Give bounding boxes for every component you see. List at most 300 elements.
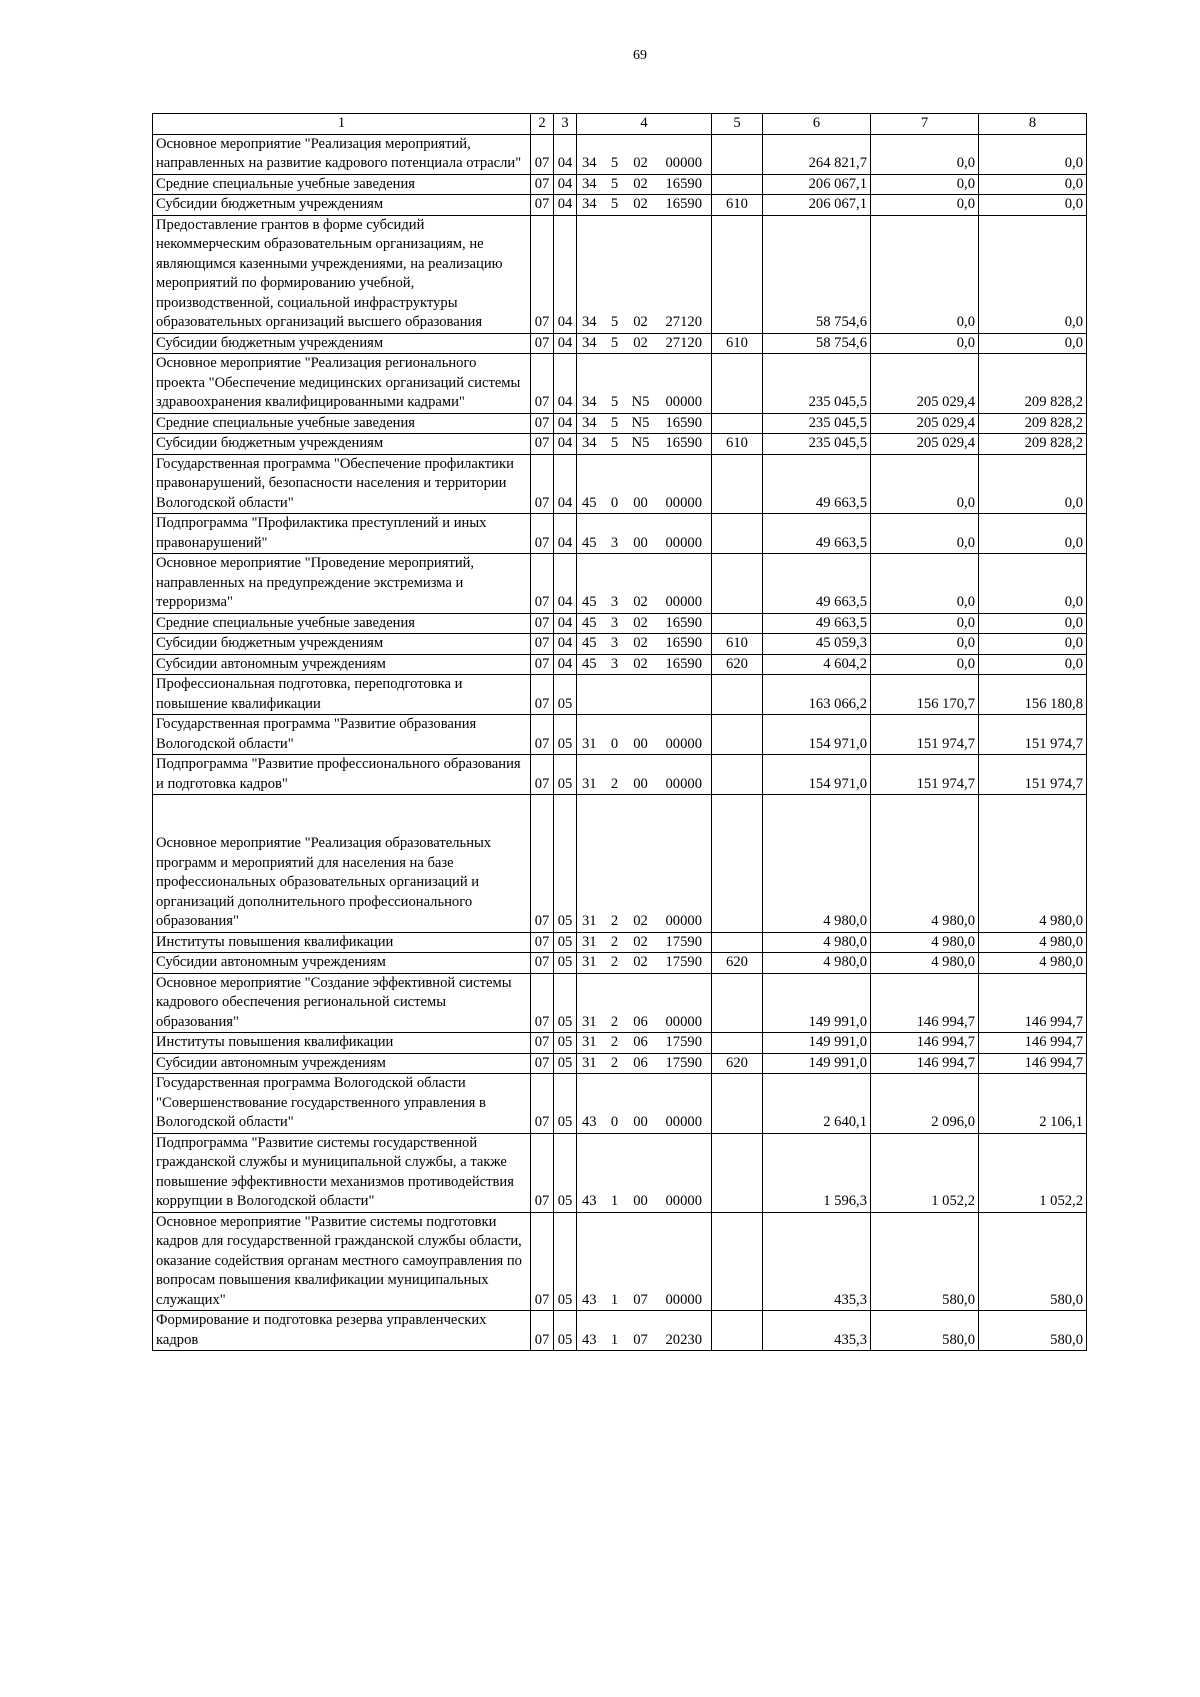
amount-year3-cell: 151 974,7 — [979, 715, 1087, 755]
amount-year1-cell: 264 821,7 — [763, 134, 871, 174]
direction-code-cell: 00000 — [657, 454, 712, 514]
amount-year2-cell: 146 994,7 — [871, 1033, 979, 1054]
program-code-cell: 34 — [577, 174, 605, 195]
amount-year3-cell: 146 994,7 — [979, 1033, 1087, 1054]
direction-code-cell: 16590 — [657, 174, 712, 195]
program-code-cell: 43 — [577, 1074, 605, 1134]
amount-year1-cell: 58 754,6 — [763, 215, 871, 333]
direction-code-cell: 27120 — [657, 215, 712, 333]
direction-code-cell: 16590 — [657, 413, 712, 434]
table-row — [153, 1311, 1087, 1351]
measure-code-cell: 06 — [625, 1053, 657, 1074]
subsection-code-cell: 04 — [554, 413, 577, 434]
subprogram-code-cell: 0 — [605, 1074, 625, 1134]
amount-year3-cell: 151 974,7 — [979, 755, 1087, 795]
amount-year2-cell: 2 096,0 — [871, 1074, 979, 1134]
amount-year3-cell: 4 980,0 — [979, 932, 1087, 953]
amount-year1-cell: 1 596,3 — [763, 1133, 871, 1212]
subsection-code-cell: 04 — [554, 654, 577, 675]
amount-year3-cell: 1 052,2 — [979, 1133, 1087, 1212]
subprogram-code-cell: 5 — [605, 434, 625, 455]
subprogram-code-cell: 5 — [605, 195, 625, 216]
measure-code-cell: 00 — [625, 454, 657, 514]
row-name-cell: Субсидии бюджетным учреждениям — [153, 634, 531, 655]
amount-year3-cell: 0,0 — [979, 634, 1087, 655]
section-code-cell: 07 — [531, 413, 554, 434]
expense-type-cell — [712, 1033, 763, 1054]
section-code-cell: 07 — [531, 195, 554, 216]
row-name-cell: Подпрограмма "Развитие системы государственной гражданской службы и муниципальной службы, а также повышение эффективности механизмов противодействия коррупции в Вологодской области" — [153, 1133, 531, 1212]
amount-year1-cell: 235 045,5 — [763, 354, 871, 414]
amount-year2-cell: 151 974,7 — [871, 755, 979, 795]
expense-type-cell — [712, 514, 763, 554]
row-name-cell: Институты повышения квалификации — [153, 932, 531, 953]
row-name-cell: Государственная программа "Развитие образования Вологодской области" — [153, 715, 531, 755]
amount-year2-cell: 0,0 — [871, 215, 979, 333]
measure-code-cell: 02 — [625, 795, 657, 933]
subprogram-code-cell: 3 — [605, 514, 625, 554]
row-name-text: Основное мероприятие "Реализация образовательных программ и мероприятий для населения на базе профессиональных образовательных организаций и организаций дополнительного профессионального образования" — [156, 835, 492, 929]
section-code-cell: 07 — [531, 514, 554, 554]
subprogram-code-cell: 1 — [605, 1311, 625, 1351]
table-row — [153, 1033, 1087, 1054]
row-name-cell: Государственная программа "Обеспечение профилактики правонарушений, безопасности населения и территории Вологодской области" — [153, 454, 531, 514]
row-name-cell: Предоставление грантов в форме субсидий некоммерческим образовательным организациям, не являющимся казенными учреждениями, на реализацию мероприятий по формированию учебной, производственной, социальной инфраструктуры образовательных организаций высшего образования — [153, 215, 531, 333]
amount-year3-cell: 0,0 — [979, 554, 1087, 614]
subsection-code-cell: 04 — [554, 333, 577, 354]
amount-year2-cell: 1 052,2 — [871, 1133, 979, 1212]
expense-type-cell — [712, 613, 763, 634]
table-row — [153, 675, 1087, 715]
section-code-cell: 07 — [531, 613, 554, 634]
subprogram-code-cell: 2 — [605, 1053, 625, 1074]
subsection-code-cell: 05 — [554, 795, 577, 933]
amount-year3-cell: 0,0 — [979, 134, 1087, 174]
subprogram-code-cell: 5 — [605, 134, 625, 174]
section-code-cell: 07 — [531, 1212, 554, 1311]
amount-year3-cell: 209 828,2 — [979, 413, 1087, 434]
subprogram-code-cell: 5 — [605, 174, 625, 195]
subsection-code-cell: 04 — [554, 195, 577, 216]
row-name-cell: Профессиональная подготовка, переподготовка и повышение квалификации — [153, 675, 531, 715]
amount-year2-cell: 4 980,0 — [871, 795, 979, 933]
subprogram-code-cell: 3 — [605, 554, 625, 614]
subsection-code-cell: 05 — [554, 1074, 577, 1134]
amount-year3-cell: 2 106,1 — [979, 1074, 1087, 1134]
amount-year3-cell: 0,0 — [979, 195, 1087, 216]
measure-code-cell: 02 — [625, 634, 657, 655]
amount-year1-cell: 435,3 — [763, 1311, 871, 1351]
header-cell-4: 4 — [577, 114, 712, 135]
subprogram-code-cell: 2 — [605, 932, 625, 953]
program-code-cell: 31 — [577, 795, 605, 933]
program-code-cell: 34 — [577, 333, 605, 354]
subsection-code-cell: 04 — [554, 134, 577, 174]
measure-code-cell: N5 — [625, 434, 657, 455]
subprogram-code-cell: 2 — [605, 973, 625, 1033]
program-code-cell: 31 — [577, 973, 605, 1033]
row-name-cell: Субсидии автономным учреждениям — [153, 654, 531, 675]
direction-code-cell: 00000 — [657, 134, 712, 174]
row-name-cell: Основное мероприятие "Создание эффективной системы кадрового обеспечения региональной системы образования" — [153, 973, 531, 1033]
subprogram-code-cell: 2 — [605, 795, 625, 933]
program-code-cell: 31 — [577, 715, 605, 755]
row-name-cell: Институты повышения квалификации — [153, 1033, 531, 1054]
direction-code-cell: 00000 — [657, 554, 712, 614]
measure-code-cell: 00 — [625, 1133, 657, 1212]
direction-code-cell: 16590 — [657, 654, 712, 675]
table-row — [153, 413, 1087, 434]
amount-year1-cell: 49 663,5 — [763, 613, 871, 634]
direction-code-cell: 27120 — [657, 333, 712, 354]
amount-year3-cell: 0,0 — [979, 333, 1087, 354]
subsection-code-cell: 05 — [554, 675, 577, 715]
amount-year1-cell: 49 663,5 — [763, 514, 871, 554]
table-row — [153, 715, 1087, 755]
subsection-code-cell: 04 — [554, 514, 577, 554]
subprogram-code-cell: 2 — [605, 1033, 625, 1054]
table-row — [153, 434, 1087, 455]
section-code-cell: 07 — [531, 675, 554, 715]
header-cell-1: 1 — [153, 114, 531, 135]
measure-code-cell: 07 — [625, 1212, 657, 1311]
amount-year3-cell: 4 980,0 — [979, 953, 1087, 974]
table-row — [153, 215, 1087, 333]
amount-year1-cell: 149 991,0 — [763, 1053, 871, 1074]
direction-code-cell: 17590 — [657, 1053, 712, 1074]
measure-code-cell: 06 — [625, 973, 657, 1033]
direction-code-cell: 00000 — [657, 973, 712, 1033]
program-code-cell: 45 — [577, 654, 605, 675]
amount-year1-cell: 235 045,5 — [763, 434, 871, 455]
amount-year2-cell: 146 994,7 — [871, 973, 979, 1033]
header-cell-3: 3 — [554, 114, 577, 135]
amount-year2-cell: 0,0 — [871, 134, 979, 174]
program-code-cell: 45 — [577, 634, 605, 655]
measure-code-cell: 00 — [625, 715, 657, 755]
program-code-cell — [577, 675, 605, 715]
measure-code-cell: 00 — [625, 1074, 657, 1134]
table-row — [153, 514, 1087, 554]
direction-code-cell: 00000 — [657, 795, 712, 933]
section-code-cell: 07 — [531, 953, 554, 974]
subprogram-code-cell: 0 — [605, 715, 625, 755]
subsection-code-cell: 05 — [554, 1212, 577, 1311]
amount-year2-cell: 0,0 — [871, 554, 979, 614]
measure-code-cell: N5 — [625, 413, 657, 434]
header-row — [153, 114, 1087, 135]
row-name-cell: Субсидии бюджетным учреждениям — [153, 195, 531, 216]
section-code-cell: 07 — [531, 755, 554, 795]
amount-year2-cell: 151 974,7 — [871, 715, 979, 755]
measure-code-cell: 02 — [625, 174, 657, 195]
expense-type-cell — [712, 1133, 763, 1212]
section-code-cell: 07 — [531, 454, 554, 514]
expense-type-cell: 610 — [712, 434, 763, 455]
table-body — [153, 134, 1087, 1351]
section-code-cell: 07 — [531, 1033, 554, 1054]
measure-code-cell: 07 — [625, 1311, 657, 1351]
table-row — [153, 554, 1087, 614]
measure-code-cell: 02 — [625, 195, 657, 216]
amount-year1-cell: 154 971,0 — [763, 715, 871, 755]
row-name-cell: Субсидии автономным учреждениям — [153, 953, 531, 974]
direction-code-cell: 00000 — [657, 1133, 712, 1212]
amount-year2-cell: 580,0 — [871, 1212, 979, 1311]
direction-code-cell: 00000 — [657, 715, 712, 755]
table-row — [153, 174, 1087, 195]
measure-code-cell: 02 — [625, 932, 657, 953]
amount-year3-cell: 0,0 — [979, 215, 1087, 333]
row-name-cell: Основное мероприятие "Проведение мероприятий, направленных на предупреждение экстремизма и терроризма" — [153, 554, 531, 614]
measure-code-cell: 02 — [625, 654, 657, 675]
measure-code-cell: 00 — [625, 514, 657, 554]
table-row — [153, 134, 1087, 174]
page-number: 69 — [633, 48, 647, 63]
section-code-cell: 07 — [531, 174, 554, 195]
subsection-code-cell: 04 — [554, 613, 577, 634]
amount-year2-cell: 0,0 — [871, 333, 979, 354]
direction-code-cell: 16590 — [657, 634, 712, 655]
subprogram-code-cell: 5 — [605, 413, 625, 434]
header-cell-2: 2 — [531, 114, 554, 135]
expense-type-cell — [712, 675, 763, 715]
amount-year3-cell: 146 994,7 — [979, 1053, 1087, 1074]
direction-code-cell: 17590 — [657, 932, 712, 953]
measure-code-cell: 02 — [625, 953, 657, 974]
subprogram-code-cell: 2 — [605, 755, 625, 795]
amount-year1-cell: 154 971,0 — [763, 755, 871, 795]
row-name-cell: Формирование и подготовка резерва управленческих кадров — [153, 1311, 531, 1351]
row-name-cell: Субсидии автономным учреждениям — [153, 1053, 531, 1074]
section-code-cell: 07 — [531, 134, 554, 174]
table-row — [153, 1074, 1087, 1134]
section-code-cell: 07 — [531, 1053, 554, 1074]
row-name-cell: Средние специальные учебные заведения — [153, 174, 531, 195]
amount-year1-cell: 45 059,3 — [763, 634, 871, 655]
row-name-cell: Подпрограмма "Профилактика преступлений и иных правонарушений" — [153, 514, 531, 554]
measure-code-cell: 02 — [625, 554, 657, 614]
measure-code-cell: 02 — [625, 333, 657, 354]
program-code-cell: 43 — [577, 1311, 605, 1351]
program-code-cell: 34 — [577, 413, 605, 434]
direction-code-cell: 00000 — [657, 1212, 712, 1311]
table-row — [153, 795, 1087, 933]
direction-code-cell: 17590 — [657, 953, 712, 974]
amount-year2-cell: 146 994,7 — [871, 1053, 979, 1074]
direction-code-cell: 20230 — [657, 1311, 712, 1351]
row-name-cell: Подпрограмма "Развитие профессионального образования и подготовка кадров" — [153, 755, 531, 795]
subsection-code-cell: 05 — [554, 755, 577, 795]
row-name-cell: Основное мероприятие "Реализация регионального проекта "Обеспечение медицинских организаций системы здравоохранения квалифицированными кадрами" — [153, 354, 531, 414]
direction-code-cell: 16590 — [657, 613, 712, 634]
section-code-cell: 07 — [531, 1074, 554, 1134]
subprogram-code-cell: 1 — [605, 1133, 625, 1212]
expense-type-cell: 610 — [712, 634, 763, 655]
subprogram-code-cell: 3 — [605, 613, 625, 634]
subsection-code-cell: 05 — [554, 973, 577, 1033]
amount-year2-cell: 0,0 — [871, 514, 979, 554]
expense-type-cell — [712, 1311, 763, 1351]
expense-type-cell — [712, 1074, 763, 1134]
subprogram-code-cell: 2 — [605, 953, 625, 974]
amount-year1-cell: 206 067,1 — [763, 195, 871, 216]
direction-code-cell: 00000 — [657, 354, 712, 414]
table-row — [153, 654, 1087, 675]
amount-year3-cell: 156 180,8 — [979, 675, 1087, 715]
amount-year2-cell: 0,0 — [871, 613, 979, 634]
expense-type-cell: 620 — [712, 1053, 763, 1074]
measure-code-cell: 06 — [625, 1033, 657, 1054]
header-cell-6: 6 — [763, 114, 871, 135]
subsection-code-cell: 04 — [554, 454, 577, 514]
row-name-cell: Основное мероприятие "Развитие системы подготовки кадров для государственной гражданской службы области, оказание содействия органам местного самоуправления по вопросам повышения квалификации муниципальных служащих" — [153, 1212, 531, 1311]
expense-type-cell: 610 — [712, 195, 763, 216]
subprogram-code-cell: 3 — [605, 654, 625, 675]
table-row — [153, 932, 1087, 953]
section-code-cell: 07 — [531, 634, 554, 655]
measure-code-cell: 02 — [625, 613, 657, 634]
amount-year3-cell: 0,0 — [979, 654, 1087, 675]
measure-code-cell: 02 — [625, 134, 657, 174]
expense-type-cell — [712, 215, 763, 333]
amount-year3-cell: 209 828,2 — [979, 434, 1087, 455]
table-row — [153, 1212, 1087, 1311]
amount-year2-cell: 0,0 — [871, 195, 979, 216]
amount-year1-cell: 235 045,5 — [763, 413, 871, 434]
amount-year1-cell: 149 991,0 — [763, 1033, 871, 1054]
amount-year1-cell: 4 980,0 — [763, 795, 871, 933]
subsection-code-cell: 04 — [554, 354, 577, 414]
direction-code-cell: 16590 — [657, 195, 712, 216]
subprogram-code-cell: 0 — [605, 454, 625, 514]
subsection-code-cell: 04 — [554, 215, 577, 333]
direction-code-cell: 00000 — [657, 514, 712, 554]
amount-year3-cell: 4 980,0 — [979, 795, 1087, 933]
header-cell-7: 7 — [871, 114, 979, 135]
subsection-code-cell: 05 — [554, 1133, 577, 1212]
amount-year1-cell: 49 663,5 — [763, 454, 871, 514]
subprogram-code-cell: 5 — [605, 354, 625, 414]
section-code-cell: 07 — [531, 1311, 554, 1351]
subsection-code-cell: 04 — [554, 634, 577, 655]
program-code-cell: 31 — [577, 953, 605, 974]
amount-year1-cell: 206 067,1 — [763, 174, 871, 195]
measure-code-cell: 00 — [625, 755, 657, 795]
subsection-code-cell: 05 — [554, 953, 577, 974]
program-code-cell: 45 — [577, 454, 605, 514]
program-code-cell: 45 — [577, 613, 605, 634]
amount-year2-cell: 205 029,4 — [871, 413, 979, 434]
header-cell-5: 5 — [712, 114, 763, 135]
amount-year3-cell: 146 994,7 — [979, 973, 1087, 1033]
expense-type-cell — [712, 755, 763, 795]
expense-type-cell — [712, 973, 763, 1033]
section-code-cell: 07 — [531, 333, 554, 354]
table-row — [153, 613, 1087, 634]
amount-year1-cell: 4 980,0 — [763, 953, 871, 974]
row-name-cell: Субсидии бюджетным учреждениям — [153, 434, 531, 455]
section-code-cell: 07 — [531, 932, 554, 953]
table-row — [153, 755, 1087, 795]
subprogram-code-cell: 3 — [605, 634, 625, 655]
subsection-code-cell: 04 — [554, 174, 577, 195]
amount-year1-cell: 4 604,2 — [763, 654, 871, 675]
amount-year3-cell: 0,0 — [979, 174, 1087, 195]
subsection-code-cell: 05 — [554, 1033, 577, 1054]
program-code-cell: 34 — [577, 134, 605, 174]
subsection-code-cell: 05 — [554, 932, 577, 953]
row-name-cell — [153, 795, 531, 933]
subsection-code-cell: 04 — [554, 434, 577, 455]
expense-type-cell — [712, 134, 763, 174]
expense-type-cell — [712, 715, 763, 755]
amount-year1-cell: 4 980,0 — [763, 932, 871, 953]
amount-year2-cell: 0,0 — [871, 634, 979, 655]
header-cell-8: 8 — [979, 114, 1087, 135]
table-row — [153, 354, 1087, 414]
expense-type-cell — [712, 1212, 763, 1311]
expense-type-cell — [712, 354, 763, 414]
section-code-cell: 07 — [531, 215, 554, 333]
direction-code-cell: 00000 — [657, 755, 712, 795]
expense-type-cell — [712, 413, 763, 434]
amount-year3-cell: 580,0 — [979, 1212, 1087, 1311]
section-code-cell: 07 — [531, 654, 554, 675]
expense-type-cell: 610 — [712, 333, 763, 354]
amount-year1-cell: 2 640,1 — [763, 1074, 871, 1134]
amount-year3-cell: 0,0 — [979, 514, 1087, 554]
table-row — [153, 1053, 1087, 1074]
table-row — [153, 634, 1087, 655]
table-row — [153, 1133, 1087, 1212]
row-name-cell: Средние специальные учебные заведения — [153, 613, 531, 634]
table-row — [153, 973, 1087, 1033]
row-name-cell: Государственная программа Вологодской области "Совершенствование государственного управления в Вологодской области" — [153, 1074, 531, 1134]
amount-year3-cell: 0,0 — [979, 613, 1087, 634]
amount-year2-cell: 4 980,0 — [871, 953, 979, 974]
expense-type-cell — [712, 795, 763, 933]
section-code-cell: 07 — [531, 554, 554, 614]
subprogram-code-cell: 5 — [605, 333, 625, 354]
expense-type-cell — [712, 932, 763, 953]
expense-type-cell: 620 — [712, 953, 763, 974]
table-row — [153, 953, 1087, 974]
table-row — [153, 454, 1087, 514]
section-code-cell: 07 — [531, 434, 554, 455]
direction-code-cell: 16590 — [657, 434, 712, 455]
amount-year3-cell: 0,0 — [979, 454, 1087, 514]
amount-year3-cell: 580,0 — [979, 1311, 1087, 1351]
program-code-cell: 31 — [577, 932, 605, 953]
amount-year2-cell: 205 029,4 — [871, 354, 979, 414]
measure-code-cell: 02 — [625, 215, 657, 333]
amount-year2-cell: 205 029,4 — [871, 434, 979, 455]
row-name-cell: Субсидии бюджетным учреждениям — [153, 333, 531, 354]
program-code-cell: 45 — [577, 514, 605, 554]
program-code-cell: 34 — [577, 434, 605, 455]
subsection-code-cell: 05 — [554, 1311, 577, 1351]
program-code-cell: 31 — [577, 1033, 605, 1054]
amount-year1-cell: 163 066,2 — [763, 675, 871, 715]
expense-type-cell: 620 — [712, 654, 763, 675]
amount-year2-cell: 0,0 — [871, 174, 979, 195]
amount-year2-cell: 0,0 — [871, 654, 979, 675]
expense-type-cell — [712, 174, 763, 195]
section-code-cell: 07 — [531, 795, 554, 933]
subsection-code-cell: 05 — [554, 1053, 577, 1074]
program-code-cell: 43 — [577, 1212, 605, 1311]
